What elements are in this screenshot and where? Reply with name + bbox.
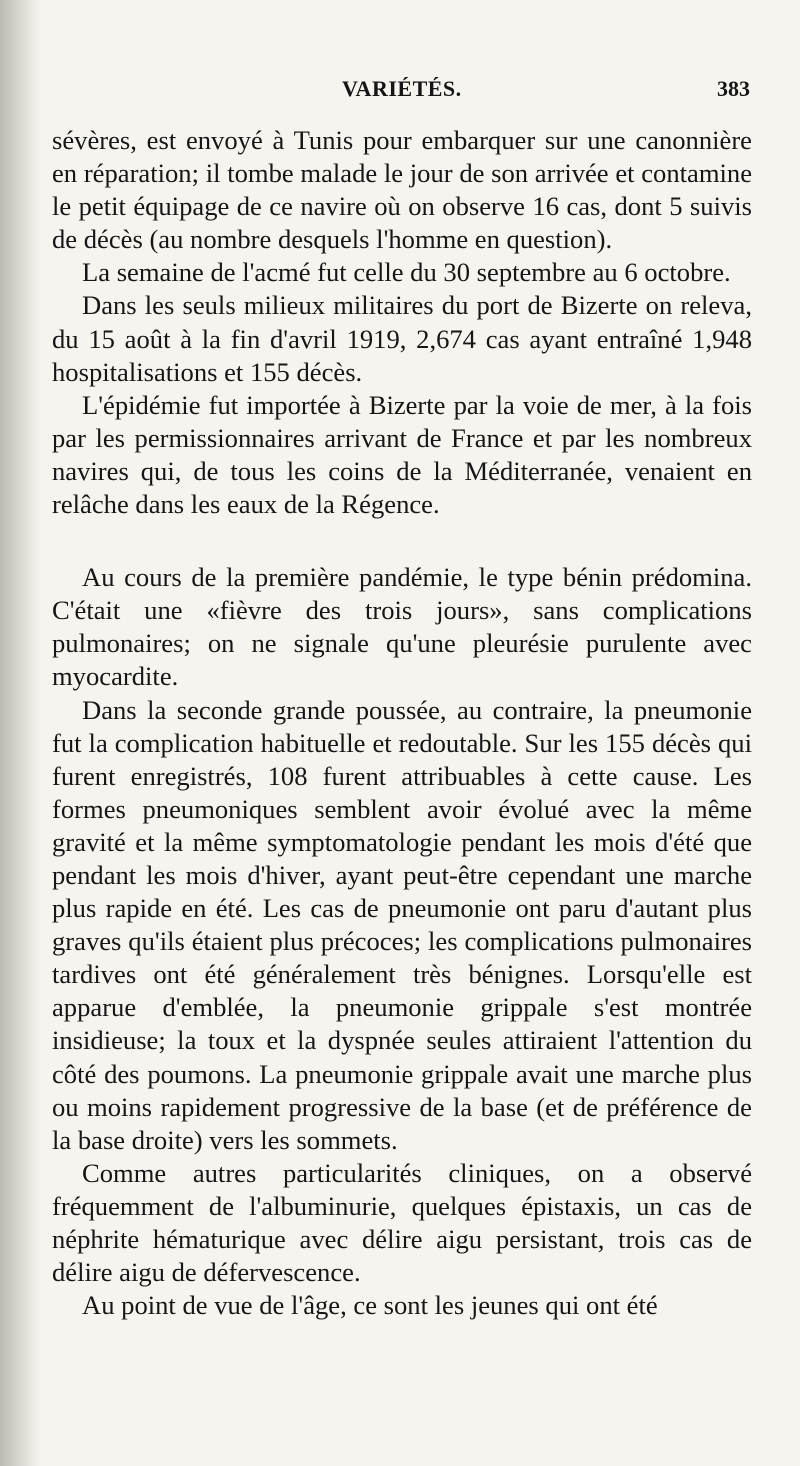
binding-shadow	[0, 0, 42, 1466]
paragraph-acme: La semaine de l'acmé fut celle du 30 septembre au 6 octobre.	[82, 257, 731, 288]
paragraph-clinical: Comme autres particularités cliniques, on a observé fréquemment de l'albuminurie, quelques épistaxis, un cas de néphrite hématurique avec délire aigu persistant, trois cas de délire aigu de défervescence.	[52, 1157, 752, 1288]
paragraph-second-wave: Dans la seconde grande poussée, au contraire, la pneumonie fut la complication habituelle et redoutable. Sur les 155 décès qui furent enregistrés, 108 furent attribuables à cette cause. Les formes pneumoniques semblent avoir évolué avec la même gravité et la même symptomatologie pendant les mois d'été que pendant les mois d'hiver, ayant peut-être cependant une marche plus rapide en été. Les cas de pneumonie ont paru d'autant plus graves qu'ils étaient plus précoces; les complications pulmonaires tardives ont été généralement très bénignes. Lorsqu'elle est apparue d'emblée, la pneumonie grippale s'est montrée insidieuse; la toux et la dyspnée seules attiraient l'attention du côté des poumons. La pneumonie grippale avait une marche plus ou moins rapidement progressive de la base (et de préférence de la base droite) vers les sommets.	[52, 694, 752, 1155]
paragraph-continuation: sévères, est envoyé à Tunis pour embarquer sur une canonnière en réparation; il tombe malade le jour de son arrivée et contamine le petit équipage de ce navire où on observe 16 cas, dont 5 suivis de décès (au nombre desquels l'homme en question).	[52, 125, 752, 255]
paragraph-bizerte-stats: Dans les seuls milieux militaires du port de Bizerte on releva, du 15 août à la fin d'avril 1919, 2,674 cas ayant entraîné 1,948 hospitalisations et 155 décès.	[52, 290, 752, 387]
paragraph-age: Au point de vue de l'âge, ce sont les jeunes qui ont été	[82, 1290, 658, 1321]
running-title: VARIÉTÉS.	[342, 76, 462, 101]
body-text	[52, 124, 752, 1322]
paragraph-importation: L'épidémie fut importée à Bizerte par la voie de mer, à la fois par les permissionnaires arrivant de France et par les nombreux navires qui, de tous les coins de la Méditerranée, venaient en relâche dans les eaux de la Régence.	[52, 389, 752, 520]
paragraph-first-pandemic: Au cours de la première pandémie, le type bénin prédomina. C'était une «fièvre des trois jours», sans complications pulmonaires; on ne signale qu'une pleurésie purulente avec myocardite.	[52, 562, 752, 692]
page-number: 383	[717, 76, 750, 101]
page-header	[0, 76, 800, 112]
section-gap	[52, 521, 752, 561]
